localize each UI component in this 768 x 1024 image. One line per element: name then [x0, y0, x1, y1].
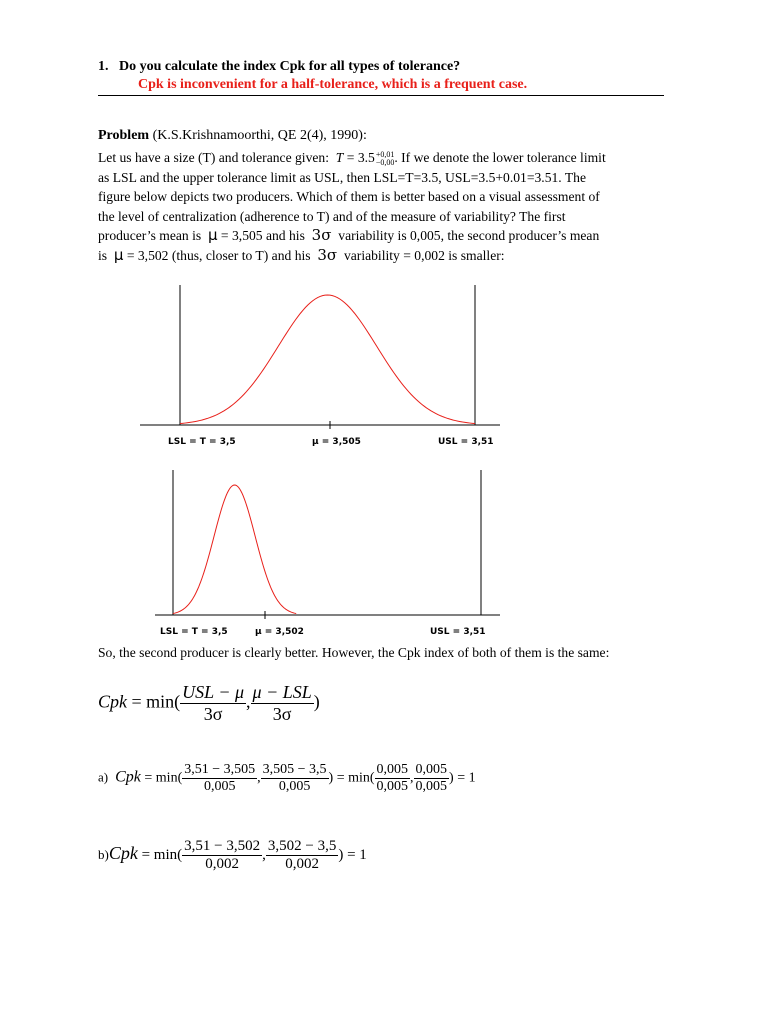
mean-label: μ = 3,505	[312, 437, 361, 447]
tolerance-limits	[376, 151, 395, 167]
normal-curve-1	[180, 295, 475, 424]
question-number: 1.	[98, 59, 109, 74]
producer-1-distribution-figure	[140, 280, 520, 455]
mu-symbol: μ	[113, 245, 124, 264]
problem-line-4: the level of centralization (adherence to T) and of the measure of variability? The first	[98, 208, 566, 224]
problem-heading	[98, 128, 367, 144]
problem-citation: (K.S.Krishnamoorthi, QE 2(4), 1990):	[152, 128, 367, 143]
problem-line-6: is μ = 3,502 (thus, closer to T) and his 3σ variability = 0,002 is smaller:	[98, 245, 505, 264]
mean-label: μ = 3,502	[255, 627, 304, 637]
tolerance-lower: −0,00	[375, 157, 395, 167]
cpk-calculation-a: a) Cpk = min( $\frac{3,51 - 3,505}{0,005}$ , $\frac{3,505 - 3,5}{0,005}$ ) = min( $\frac{0,005}{0,005}$ , $\frac{0,005}{0,005}$ ) = 1	[98, 762, 476, 794]
problem-label: Problem	[98, 128, 150, 143]
tolerance-upper: +0,01	[375, 149, 395, 159]
problem-line-3: figure below depicts two producers. Which of them is better based on a visual assessment of	[98, 189, 600, 204]
problem-line-5: producer’s mean is μ = 3,505 and his 3σ variability is 0,005, the second producer’s mean	[98, 226, 600, 244]
lsl-label: LSL = T = 3,5	[160, 627, 228, 637]
three-sigma-symbol: 3σ	[311, 226, 332, 244]
usl-label: USL = 3,51	[438, 437, 494, 447]
fraction-lower: $\frac{\text{μ − LSL}}{3\sigma}$	[252, 682, 312, 724]
question-answer: Cpk is inconvenient for a half-tolerance, which is a frequent case.	[138, 77, 528, 92]
tolerance-nominal: = 3.5	[343, 150, 375, 165]
problem-line-2: as LSL and the upper tolerance limit as USL, then LSL=T=3.5, USL=3.5+0.01=3.51. The	[98, 169, 586, 185]
mu-symbol: μ	[207, 226, 218, 244]
normal-curve-2	[173, 485, 296, 614]
usl-label: USL = 3,51	[430, 627, 486, 637]
producer-2-distribution-figure	[140, 465, 520, 640]
three-sigma-symbol: 3σ	[317, 245, 338, 264]
cpk-calculation-b: b)Cpk = min( $\frac{3,51 - 3,502}{0,002}$ , $\frac{3,502 - 3,5}{0,002}$ ) = 1	[98, 838, 367, 872]
conclusion-text: So, the second producer is clearly better. However, the Cpk index of both of them is the same:	[98, 645, 610, 660]
divider-line	[98, 95, 664, 96]
problem-line-1: Let us have a size (T) and tolerance given: T = 3.5 +0,01 −0,00 . If we denote the lower tolerance limit	[98, 149, 606, 167]
fraction-upper: $\frac{\text{USL − μ}}{3\sigma}$	[182, 682, 245, 724]
tolerance-symbol: T	[335, 150, 344, 165]
question-text: Do you calculate the index Cpk for all types of tolerance?	[119, 59, 461, 74]
cpk-formula: Cpk = min( $\frac{\text{USL − μ}}{3\sigma}$ , $\frac{\text{μ − LSL}}{3\sigma}$ )	[98, 682, 320, 724]
question-heading	[98, 59, 460, 75]
lsl-label: LSL = T = 3,5	[168, 437, 236, 447]
problem-paragraph	[98, 148, 678, 265]
